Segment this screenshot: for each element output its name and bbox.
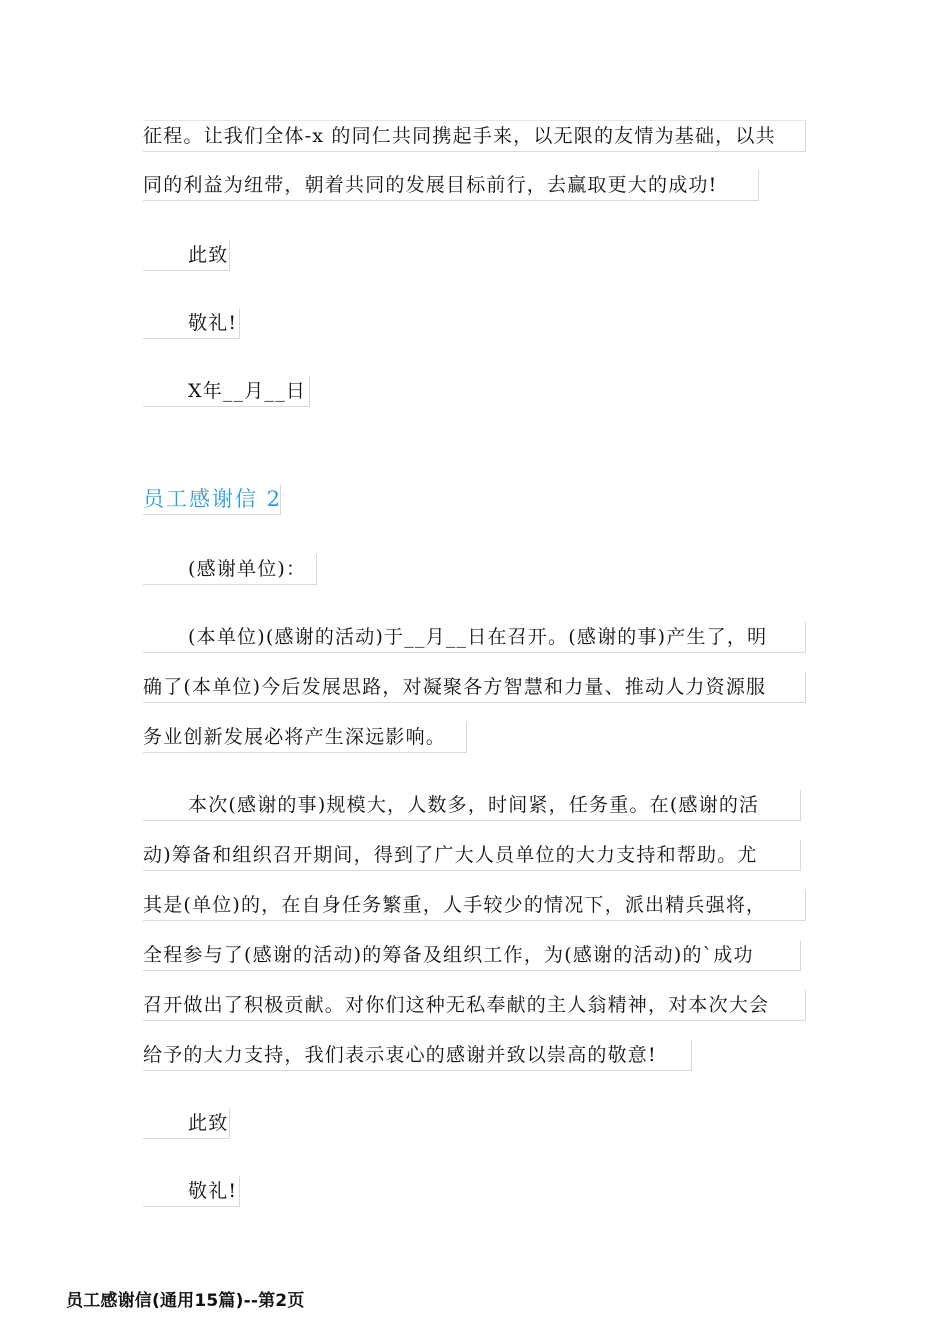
closing-regards: 敬礼! <box>143 1176 240 1207</box>
paragraph-line: 全程参与了(感谢的活动)的筹备及组织工作，为(感谢的活动)的`成功 <box>143 940 801 971</box>
letter-salutation: (感谢单位)： <box>143 554 317 585</box>
paragraph-line: 其是(单位)的，在自身任务繁重，人手较少的情况下，派出精兵强将， <box>143 890 806 921</box>
paragraph-line: 给予的大力支持，我们表示衷心的感谢并致以崇高的敬意! <box>143 1040 692 1071</box>
paragraph-line: 务业创新发展必将产生深远影响。 <box>143 722 467 753</box>
page-footer: 员工感谢信(通用15篇)--第2页 <box>66 1291 305 1311</box>
paragraph-line: 本次(感谢的事)规模大，人数多，时间紧，任务重。在(感谢的活 <box>143 790 801 821</box>
letter-date: X年__月__日 <box>143 376 310 407</box>
closing-regards: 敬礼! <box>143 308 240 339</box>
paragraph-line: 同的利益为纽带，朝着共同的发展目标前行，去赢取更大的成功! <box>143 170 759 201</box>
closing-salutation: 此致 <box>143 240 230 271</box>
paragraph-line: (本单位)(感谢的活动)于__月__日在召开。(感谢的事)产生了，明 <box>143 622 806 653</box>
letter-heading: 员工感谢信 2 <box>143 484 281 515</box>
paragraph-line: 动)筹备和组织召开期间，得到了广大人员单位的大力支持和帮助。尤 <box>143 840 801 871</box>
paragraph-line: 召开做出了积极贡献。对你们这种无私奉献的主人翁精神，对本次大会 <box>143 990 806 1021</box>
closing-salutation: 此致 <box>143 1108 230 1139</box>
paragraph-line: 确了(本单位)今后发展思路，对凝聚各方智慧和力量、推动人力资源服 <box>143 672 806 703</box>
paragraph-line: 征程。让我们全体-x 的同仁共同携起手来，以无限的友情为基础，以共 <box>143 120 806 152</box>
